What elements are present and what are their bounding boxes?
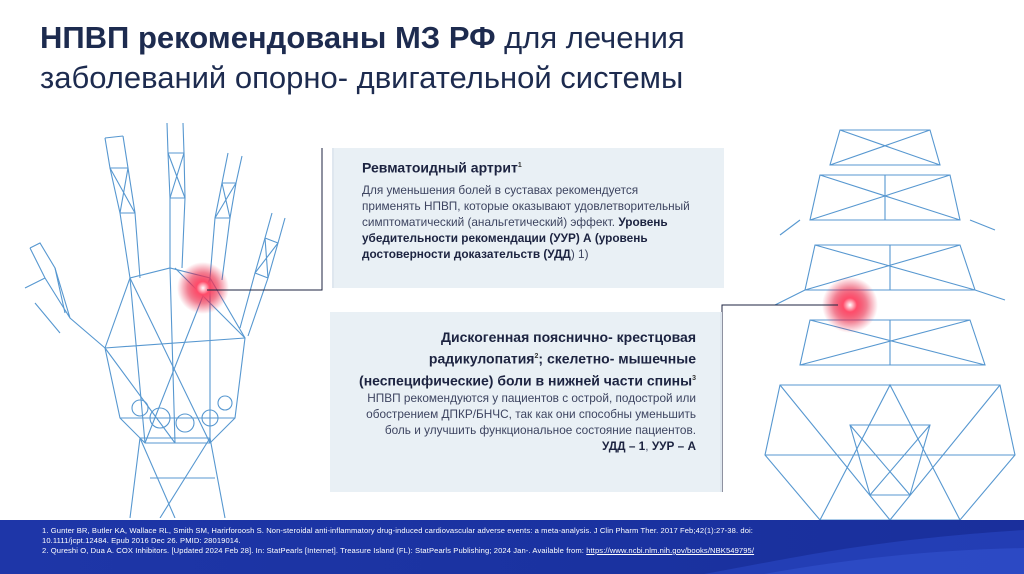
card2-body-text: НПВП рекомендуются у пациентов с острой, подострой или обострением ДПКР/БНЧС, так как они способны уменьшить боль и улучшить функциональное состояние пациентов. [366, 391, 696, 437]
title-rest: для лечения [495, 20, 685, 55]
card2-title-sup2: 3 [692, 374, 696, 382]
reference-2-text: 2. Qureshi O, Dua A. COX Inhibitors. [Updated 2024 Feb 28]. In: StatPearls [Internet]. Treasure Island (FL): StatPearls Publishing; 2024 Jan-. Available from: [42, 546, 587, 555]
card1-body-tail: ) 1) [570, 247, 589, 261]
card1-body [362, 182, 692, 262]
reference-1-line2: 10.1111/jcpt.12484. Epub 2016 Dec 26. PMID: 28019014. [42, 536, 241, 545]
spine-skeleton-illustration [760, 125, 1020, 525]
rheumatoid-arthritis-card [332, 148, 724, 288]
card1-body-bold: Уровень убедительности рекомендации (УУР) А (уровень достоверности доказательств (УДД [362, 215, 668, 261]
title-bold: НПВП рекомендованы МЗ РФ [40, 20, 496, 55]
card2-body-bold2: УУР – А [651, 439, 696, 453]
title-line2: заболеваний опорно- двигательной системы [40, 60, 684, 95]
card1-title [362, 156, 522, 178]
card1-body-text: Для уменьшения болей в суставах рекомендуется применять НПВП, которые оказывают удовлетворительный симптоматический (анальгетический) эффект. [362, 183, 690, 229]
card1-title-sup: 1 [517, 162, 522, 169]
card2-body-sep: , [645, 439, 652, 453]
card2-title-part1: Дискогенная пояснично- крестцовая радикулопатия [428, 329, 696, 367]
joint-pain-highlight [177, 262, 229, 314]
card2-title-sup1: 2 [534, 353, 539, 360]
card2-body [366, 390, 696, 454]
references-list [42, 526, 862, 556]
lower-back-pain-highlight [822, 277, 878, 333]
reference-2-link[interactable]: https://www.ncbi.nlm.nih.gov/books/NBK549795/ [586, 546, 755, 555]
back-pain-card [330, 312, 722, 492]
hand-skeleton-illustration [10, 118, 310, 518]
page-title [40, 18, 800, 98]
card1-title-text: Ревматоидный артрит [362, 159, 518, 176]
card2-body-bold1: УДД – 1 [602, 439, 646, 453]
card2-title-part2: ; скелетно- мышечные (неспецифические) боли в нижней части спины [359, 350, 696, 389]
reference-2 [42, 546, 862, 556]
card2-title [336, 328, 696, 390]
reference-1-line1: 1. Gunter BR, Butler KA, Wallace RL, Smith SM, Harirforoosh S. Non-steroidal anti-inflammatory drug-induced cardiovascular adverse events: a meta-analysis. J Clin Pharm Ther. 2017 Feb;42(1):27-38. doi: [42, 526, 754, 535]
